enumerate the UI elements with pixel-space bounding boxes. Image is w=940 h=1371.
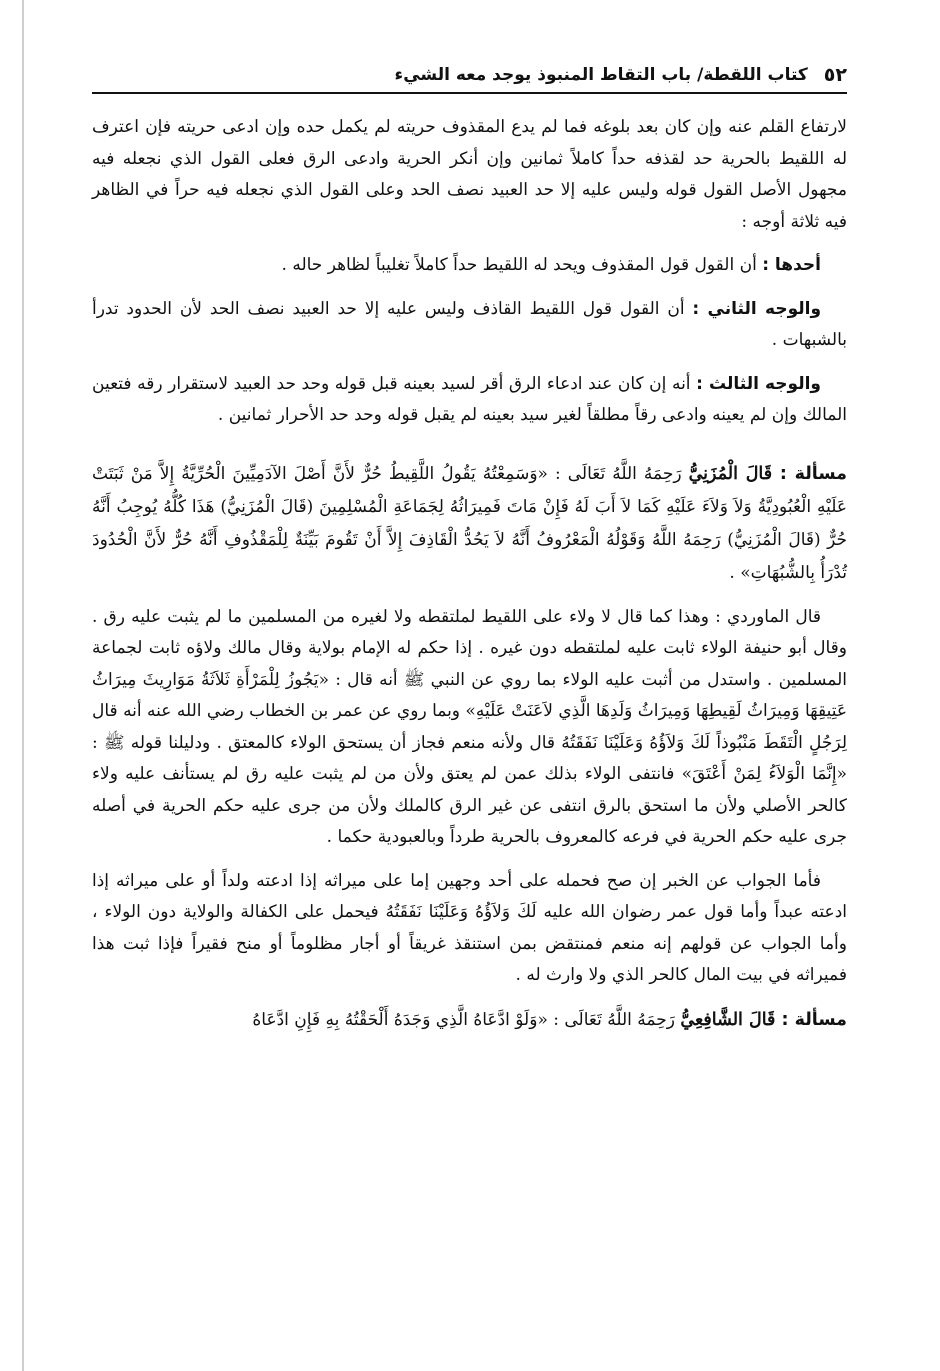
section-gap [92,444,847,458]
paragraph-continuation [92,112,847,238]
masala-speaker: قَالَ الْمُزَنِيُّ [688,463,780,484]
book-page [92,58,847,1049]
paragraph-text: قال الماوردي : وهذا كما قال لا ولاء على اللقيط لملتقطه ولا لغيره من المسلمين ما لم يثبت عليه رق . وقال أبو حنيفة الولاء ثابت عليه لملتقطه دون غيره . إذا حكم له الإمام بولاية وقال مالك ولاؤه ثابت لجماعة المسلمين . واستدل من أثبت عليه الولاء بما روي عن النبي ﷺ أنه قال : «يَجُوزُ لِلْمَرْأَةِ ثَلاَثَةُ مَوَارِيثَ مِيرَاثُ عَتِيقِهَا وَمِيرَاثُ لَقِيطِهَا وَمِيرَاثُ وَلَدِهَا الَّذِي لاَعَنَتْ عَلَيْهِ» وبما روي عن عمر بن الخطاب رضي الله عنه أنه قال لِرَجُلٍ الْتَقَطَ مَنْبُوذاً لَكَ وَلاَؤُهُ وَعَلَيْنَا نَفَقَتُهُ قال ولأنه منعم فجاز أن يستحق الولاء كالمعتق . ودليلنا قوله ﷺ : «إِنَّمَا الْوَلاَءُ لِمَنْ أَعْتَقَ» فانتفى الولاء بذلك عمن لم يعتق ولأن من لم يثبت عليه رق لم يستأنف عليه ولاء كالحر الأصلي ولأن ما استحق بالرق انتفى عن غير الرق كالملك ولأن من جرى عليه حكم الحرية في أصله جرى عليه حكم الحرية في فرعه كالمعروف بالحرية طرداً وبالعبودية حكما . [92,606,847,847]
paragraph-text: أن القول قول اللقيط القاذف وليس عليه إلا حد العبيد نصف الحد لأن الحدود تدرأ بالشبهات . [92,298,847,350]
page-binding-edge [22,0,24,1371]
masala-paragraph [92,1004,847,1037]
paragraph-label: والوجه الثاني : [692,298,822,319]
masala-block-muzani [92,458,847,590]
paragraph-text: فأما الجواب عن الخبر إن صح فحمله على أحد وجهين إما على ميراثه إذا ادعته ولداً أو على ميراثه إذا ادعته عبداً وأما قول عمر رضوان الله عليه لَكَ وَلاَؤُهُ وَعَلَيْنَا نَفَقَتُهُ فيحمل على الكفالة والولاية دون الولاء ، وأما الجواب عن قولهم إنه منعم فمنتقض بمن استنقذ غريقاً أو أجار مظلوماً أو منح فقيراً فإذا ثبت هذا فميراثه في بيت المال كالحر الذي ولا وارث له . [92,870,847,985]
paragraph-first-view [92,250,847,282]
paragraph-third-view [92,369,847,432]
masala-quote: رَحِمَهُ اللَّهُ تَعَالَى : «وَلَوْ ادَّعَاهُ الَّذِي وَجَدَهُ أَلْحَقْتُهُ بِهِ فَإِنِ ادَّعَاهُ [252,1009,681,1030]
paragraph-response [92,866,847,992]
paragraph-text: أنه إن كان عند ادعاء الرق أقر لسيد بعينه قبل قوله وحد حد العبيد لاستقرار رقه فتعين المالك وإن لم يعينه وادعى رقاً مطلقاً لغير سيد بعينه لم يقبل قوله وحد حد الأحرار ثمانين . [92,373,847,425]
masala-label: مسألة : [781,1009,847,1030]
paragraph-second-view [92,294,847,357]
paragraph-text: لارتفاع القلم عنه وإن كان بعد بلوغه فما لم يدع المقذوف حريته لم يكمل حده وإن ادعى حريته فإن اعترف له اللقيط بالحرية حد لقذفه حداً كاملاً ثمانين وإن أنكر الحرية وادعى الرق فعلى القول الذي نجعله فيه مجهول الأصل القول قوله وليس عليه إلا حد العبيد نصف الحد وعلى القول الذي نجعله فيه حراً في الظاهر فيه ثلاثة أوجه : [92,117,847,232]
page-number: ٥٢ [823,64,847,86]
running-header [92,58,847,94]
page-body [92,112,847,1037]
paragraph-mawardi [92,602,847,854]
masala-speaker: قَالَ الشَّافِعِيُّ [680,1009,782,1030]
paragraph-label: أحدها : [762,255,821,275]
masala-quote: رَحِمَهُ اللَّهُ تَعَالَى : «وَسَمِعْتُهُ يَقُولُ اللَّقِيطُ حُرٌّ لأَنَّ أَصْلَ الآدَمِيِّينَ الْحُرِّيَّةُ إِلاَّ مَنْ ثَبَتَتْ عَلَيْهِ الْعُبُودِيَّةُ وَلاَ وَلاَءَ عَلَيْهِ كَمَا لاَ أَبَ لَهُ فَإِنْ مَاتَ فَمِيرَاثُهُ لِجَمَاعَةِ الْمُسْلِمِينَ (قَالَ الْمُزَنِيُّ) هَذَا كُلُّهُ يُوجِبُ أَنَّهُ حُرٌّ (قَالَ الْمُزَنِيُّ) رَحِمَهُ اللَّهُ وَقَوْلُهُ الْمَعْرُوفُ أَنَّهُ لاَ يَحُدُّ الْقَاذِفَ إِلاَّ أَنْ تَقُومَ بَيِّنَةٌ لِلْمَقْذُوفِ أَنَّهُ حُرٌّ لأَنَّ الْحُدُودَ تُدْرَأُ بِالشُّبُهَاتِ» . [92,463,847,583]
paragraph-label: والوجه الثالث : [696,373,821,394]
header-title: كتاب اللقطة/ باب التقاط المنبوذ يوجد معه الشيء [394,65,808,85]
paragraph-text: أن القول قول المقذوف ويحد له اللقيط حداً كاملاً تغليباً لظاهر حاله . [281,255,763,275]
masala-block-shafii [92,1004,847,1037]
masala-label: مسألة : [779,463,847,484]
masala-paragraph [92,458,847,590]
